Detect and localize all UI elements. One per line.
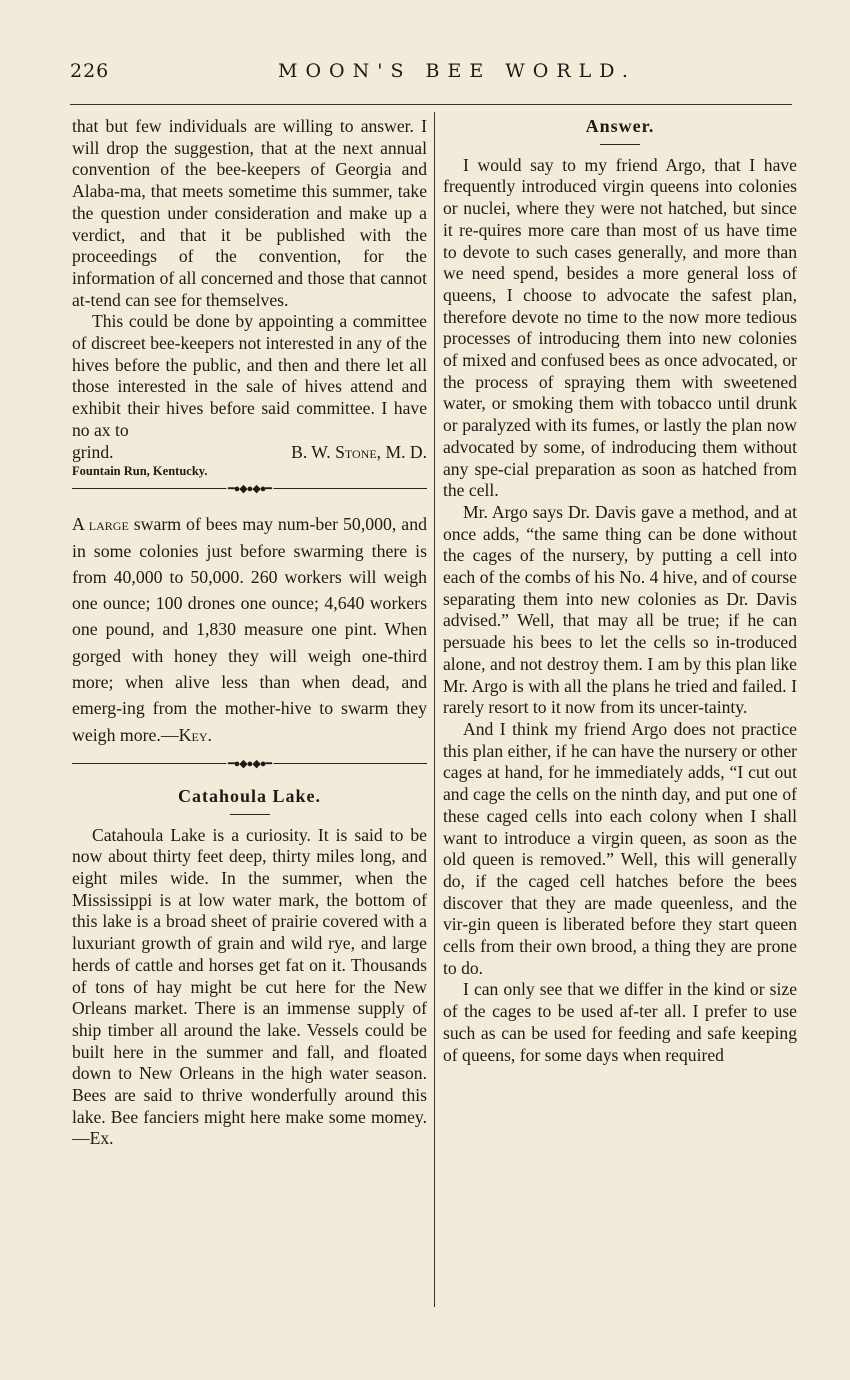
swarm-article bbox=[72, 511, 427, 748]
right-paragraph-3: And I think my friend Argo does not practice this plan either, if he can have the nursery or other cages at hand, for he immediately adds, “I cut out and cage the cells on the ninth day, and put one of these caged cells into each colony when I shall want to introduce a virgin queen, as soon as the old queen is removed.” Well, this will generally do, if the caged cell hatches before the bees discover that they are made queenless, and the vir-gin queen is liberated before they start queen cells from their own brood, a thing they are prone to do. bbox=[443, 718, 797, 978]
paragraph-end: grind. bbox=[72, 441, 114, 462]
swarm-text: swarm of bees may num-ber 50,000, and in some colonies just before swarming there is from 40,000 to 50,000. 260 workers will weigh one ounce; 100 drones one ounce; 4,640 workers one pound, and 1,830 measure one pint. When gorged with honey they will weigh one-third more; when alive less than when dead, and emerg-ing from the mother-hive to swarm they weigh more.— bbox=[72, 514, 427, 745]
swarm-source: Key. bbox=[178, 724, 212, 745]
header-rule bbox=[70, 104, 792, 105]
left-paragraph-2: This could be done by appointing a committee of discreet bee-keepers not interested in any of the hives before the public, and then and there let all those interested in the sale of hives attend and exhibit their hives before said committee. I have no ax to bbox=[72, 311, 427, 440]
right-paragraph-2: Mr. Argo says Dr. Davis gave a method, and at once adds, “the same thing can be done without the cages of the nursery, by putting a cell into each of the combs of his No. 4 hive, and of course separating them into new colonies as Dr. Davis advised.” Well, that may all be true; if he can persuade his bees to let the cells so in-troduced alone, and not destroy them. I am by this plan like Mr. Argo is with all the plans he tried and failed. I rarely resort to it now from its uncer-tainty. bbox=[443, 501, 797, 718]
running-title: MOON'S BEE WORLD. bbox=[278, 60, 636, 82]
heading-rule bbox=[230, 814, 270, 815]
lake-heading: Catahoula Lake. bbox=[177, 785, 322, 806]
column-divider bbox=[434, 112, 435, 1307]
page-number: 226 bbox=[70, 60, 110, 82]
author-signature: B. W. Stone, M. D. bbox=[291, 441, 427, 462]
right-paragraph-1: I would say to my friend Argo, that I have frequently introduced virgin queens into colonies or nuclei, where they were not hatched, but since it re-quires more care than most of us have time to devote to such cases generally, and more than we need spend, besides a more general loss of queens, I choose to advocate the safest plan, therefore devote no time to the now more tedious processes of introducing them into new colonies of mixed and confused bees as once advocated, or the process of spraying them with sweetened water, or smoking them with tobacco until drunk or paralyzed with its fumes, or lastly the plan now advocated by some, of indroducing them without any spe-cial preparation as soon as hatched from the cell. bbox=[443, 154, 797, 501]
page-header bbox=[70, 58, 794, 88]
signature-line bbox=[72, 442, 427, 464]
ornamental-divider: ━●◆●◆●━ bbox=[72, 483, 427, 495]
answer-heading: Answer. bbox=[585, 116, 655, 136]
left-paragraph-1: that but few individuals are willing to answer. I will drop the suggestion, that at the next annual convention of the bee-keepers of Georgia and Alaba-ma, that meets sometime this summer, take the question under consideration and make up a verdict, and that it be published with the proceedings of the convention, for the information of all concerned and those that cannot at-tend can see for themselves. bbox=[72, 116, 427, 310]
author-location: Fountain Run, Kentucky. bbox=[72, 464, 208, 479]
left-column bbox=[72, 116, 427, 1150]
swarm-lead: A large bbox=[72, 514, 129, 535]
lake-article: Catahoula Lake is a curiosity. It is said to be now about thirty feet deep, thirty miles long, and eight miles wide. In the summer, when the Mississippi is at low water mark, the bottom of this lake is a broad sheet of prairie covered with a luxuriant growth of grain and wild rye, and large herds of cattle and horses get fat on it. Thousands of tons of hay might be cut here for the New Orleans market. There is an immense supply of ship timber all around the lake. Vessels could be built here in the summer and fall, and floated down to New Orleans in the high water season. Bees are said to thrive wonderfully around this lake. Bee fanciers might here make some momey.—Ex. bbox=[72, 824, 427, 1149]
right-paragraph-4: I can only see that we differ in the kind or size of the cages to be used af-ter all. I prefer to use such as can be used for feeding and safe keeping of queens, for some days when required bbox=[443, 979, 797, 1065]
ornamental-divider-2: ━●◆●◆●━ bbox=[72, 758, 427, 770]
right-column bbox=[443, 116, 797, 1066]
answer-heading-rule bbox=[600, 144, 640, 145]
